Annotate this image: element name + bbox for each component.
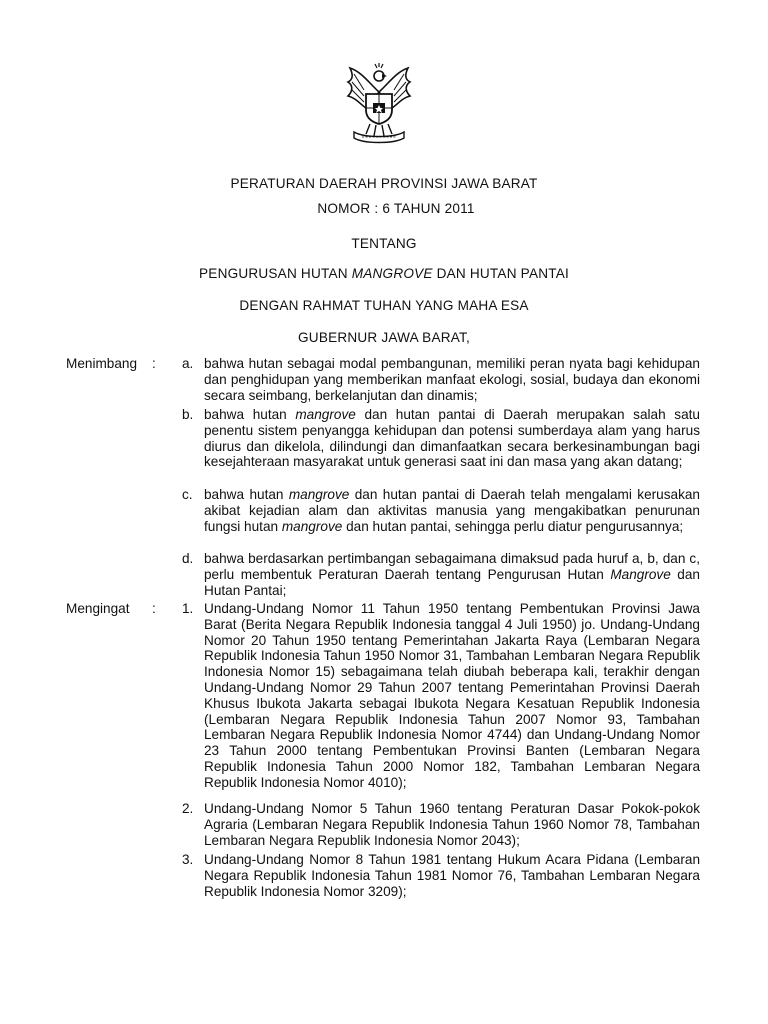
document-subject	[0, 266, 768, 281]
item-marker: b.	[182, 407, 194, 422]
item-text: bahwa hutan mangrove dan hutan pantai di Daerah merupakan salah satu penentu sistem penyangga kehidupan dan potensi sumberdaya alam yang harus diurus dan dikelola, dilindungi dan dimanfaatkan secara berkesinambungan bagi kesejahteraan masyarakat untuk generasi saat ini dan masa yang akan datang;	[204, 407, 700, 470]
mengingat-item-1	[174, 601, 700, 791]
subject-post: DAN HUTAN PANTAI	[432, 266, 569, 281]
grace-line: DENGAN RAHMAT TUHAN YANG MAHA ESA	[239, 298, 529, 313]
item-text: Undang-Undang Nomor 11 Tahun 1950 tentang Pembentukan Provinsi Jawa Barat (Berita Negara Republik Indonesia tanggal 4 Juli 1950) jo. Undang-Undang Nomor 20 Tahun 1950 tentang Pemerintahan Jakarta Raya (Lembaran Negara Republik Indonesia Tahun 1950 Nomor 31, Tambahan Lembaran Negara Republik Indonesia Nomor 15) sebagaimana telah diubah beberapa kali, terakhir dengan Undang-Undang Nomor 29 Tahun 2007 tentang Pemerintahan Provinsi Daerah Khusus Ibukota Jakarta sebagai Ibukota Negara Kesatuan Republik Indonesia (Lembaran Negara Republik Indonesia Tahun 2007 Nomor 93, Tambahan Lembaran Negara Republik Indonesia Nomor 4744) dan Undang-Undang Nomor 23 Tahun 2000 tentang Pembentukan Provinsi Banten (Lembaran Negara Republik Indonesia Tahun 2000 Nomor 182, Tambahan Lembaran Negara Republik Indonesia Nomor 4010);	[204, 601, 700, 790]
menimbang-item-d	[174, 551, 700, 598]
subject-italic: MANGROVE	[351, 266, 433, 281]
item-marker: 3.	[182, 852, 194, 867]
document-about: TENTANG	[351, 236, 417, 251]
mengingat-item-2	[174, 801, 700, 848]
item-marker: a.	[182, 356, 194, 371]
item-text: bahwa berdasarkan pertimbangan sebagaimana dimaksud pada huruf a, b, dan c, perlu membentuk Peraturan Daerah tentang Pengurusan Hutan Mangrove dan Hutan Pantai;	[204, 551, 700, 598]
menimbang-colon: :	[152, 356, 156, 371]
document-number: NOMOR : 6 TAHUN 2011	[317, 201, 475, 216]
menimbang-item-b	[174, 407, 700, 470]
mengingat-colon: :	[152, 601, 156, 616]
item-marker: 2.	[182, 801, 194, 816]
menimbang-item-a	[174, 356, 700, 403]
item-marker: c.	[182, 487, 193, 502]
document-title: PERATURAN DAERAH PROVINSI JAWA BARAT	[230, 176, 538, 191]
menimbang-label: Menimbang	[66, 356, 138, 371]
item-marker: 1.	[182, 601, 194, 616]
item-text: Undang-Undang Nomor 5 Tahun 1960 tentang Peraturan Dasar Pokok-pokok Agraria (Lembaran Negara Republik Indonesia Tahun 1960 Nomor 78, Tambahan Lembaran Negara Republik Indonesia Nomor 2043);	[204, 801, 700, 848]
menimbang-item-c	[174, 487, 700, 534]
governor-line: GUBERNUR JAWA BARAT,	[298, 330, 470, 345]
item-text: bahwa hutan mangrove dan hutan pantai di Daerah telah mengalami kerusakan akibat kejadian alam dan aktivitas manusia yang mengakibatkan penurunan fungsi hutan mangrove dan hutan pantai, sehingga perlu diatur pengurusannya;	[204, 487, 700, 534]
subject-pre: PENGURUSAN HUTAN	[199, 266, 352, 281]
item-text: Undang-Undang Nomor 8 Tahun 1981 tentang Hukum Acara Pidana (Lembaran Negara Republik Indonesia Tahun 1981 Nomor 76, Tambahan Lembaran Negara Republik Indonesia Nomor 3209);	[204, 852, 700, 899]
item-marker: d.	[182, 551, 194, 566]
mengingat-item-3	[174, 852, 700, 899]
garuda-pancasila-emblem-icon	[340, 62, 418, 144]
mengingat-label: Mengingat	[66, 601, 130, 616]
item-text: bahwa hutan sebagai modal pembangunan, memiliki peran nyata bagi kehidupan dan penghidupan yang memberikan manfaat ekologi, sosial, budaya dan ekonomi secara seimbang, berkelanjutan dan dinamis;	[204, 356, 700, 403]
